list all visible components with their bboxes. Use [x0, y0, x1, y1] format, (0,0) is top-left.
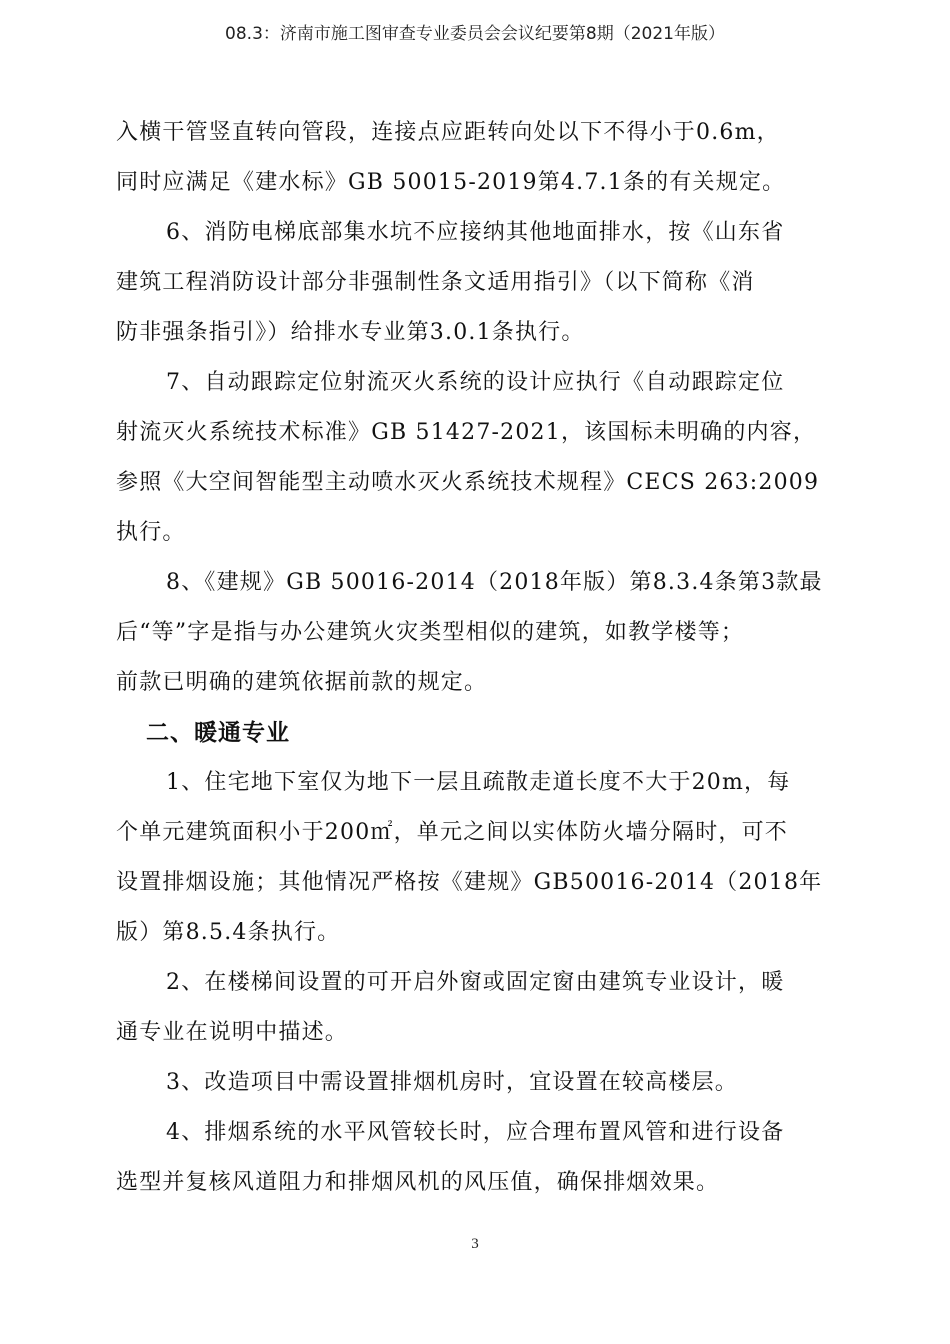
paragraph-hvac-item-1: 1、住宅地下室仅为地下一层且疏散走道长度不大于20m，每 [166, 770, 791, 795]
body-line: 入横干管竖直转向管段，连接点应距转向处以下不得小于0.6m， [116, 120, 780, 145]
body-line: 防非强条指引》）给排水专业第3.0.1条执行。 [116, 320, 585, 345]
page-header: 08.3：济南市施工图审查专业委员会会议纪要第8期（2021年版） [225, 24, 725, 44]
page-number: 3 [471, 1236, 479, 1252]
paragraph-item-7: 7、自动跟踪定位射流灭火系统的设计应执行《自动跟踪定位 [166, 370, 785, 395]
paragraph-hvac-item-3: 3、改造项目中需设置排烟机房时，宜设置在较高楼层。 [166, 1070, 738, 1095]
body-line: 同时应满足《建水标》GB 50015-2019第4.7.1条的有关规定。 [116, 170, 786, 195]
body-line: 执行。 [116, 520, 186, 545]
body-line: 参照《大空间智能型主动喷水灭火系统技术规程》CECS 263:2009 [116, 470, 820, 495]
body-line: 选型并复核风道阻力和排烟风机的风压值，确保排烟效果。 [116, 1170, 720, 1195]
paragraph-item-8: 8、《建规》GB 50016-2014（2018年版）第8.3.4条第3款最 [166, 570, 823, 595]
body-line: 后“等”字是指与办公建筑火灾类型相似的建筑，如教学楼等； [116, 620, 745, 645]
body-line: 建筑工程消防设计部分非强制性条文适用指引》（以下简称《消 [116, 270, 755, 295]
paragraph-hvac-item-2: 2、在楼梯间设置的可开启外窗或固定窗由建筑专业设计，暖 [166, 970, 785, 995]
paragraph-item-6: 6、消防电梯底部集水坑不应接纳其他地面排水，按《山东省 [166, 220, 785, 245]
body-line: 前款已明确的建筑依据前款的规定。 [116, 670, 488, 695]
paragraph-hvac-item-4: 4、排烟系统的水平风管较长时，应合理布置风管和进行设备 [166, 1120, 785, 1145]
body-line: 个单元建筑面积小于200㎡，单元之间以实体防火墙分隔时，可不 [116, 820, 788, 845]
body-line: 射流灭火系统技术标准》GB 51427-2021，该国标未明确的内容， [116, 420, 817, 445]
section-heading-hvac: 二、暖通专业 [146, 720, 290, 746]
document-body [116, 108, 844, 1208]
body-line: 版）第8.5.4条执行。 [116, 920, 341, 945]
body-line: 通专业在说明中描述。 [116, 1020, 349, 1045]
body-line: 设置排烟设施；其他情况严格按《建规》GB50016-2014（2018年 [116, 870, 823, 895]
